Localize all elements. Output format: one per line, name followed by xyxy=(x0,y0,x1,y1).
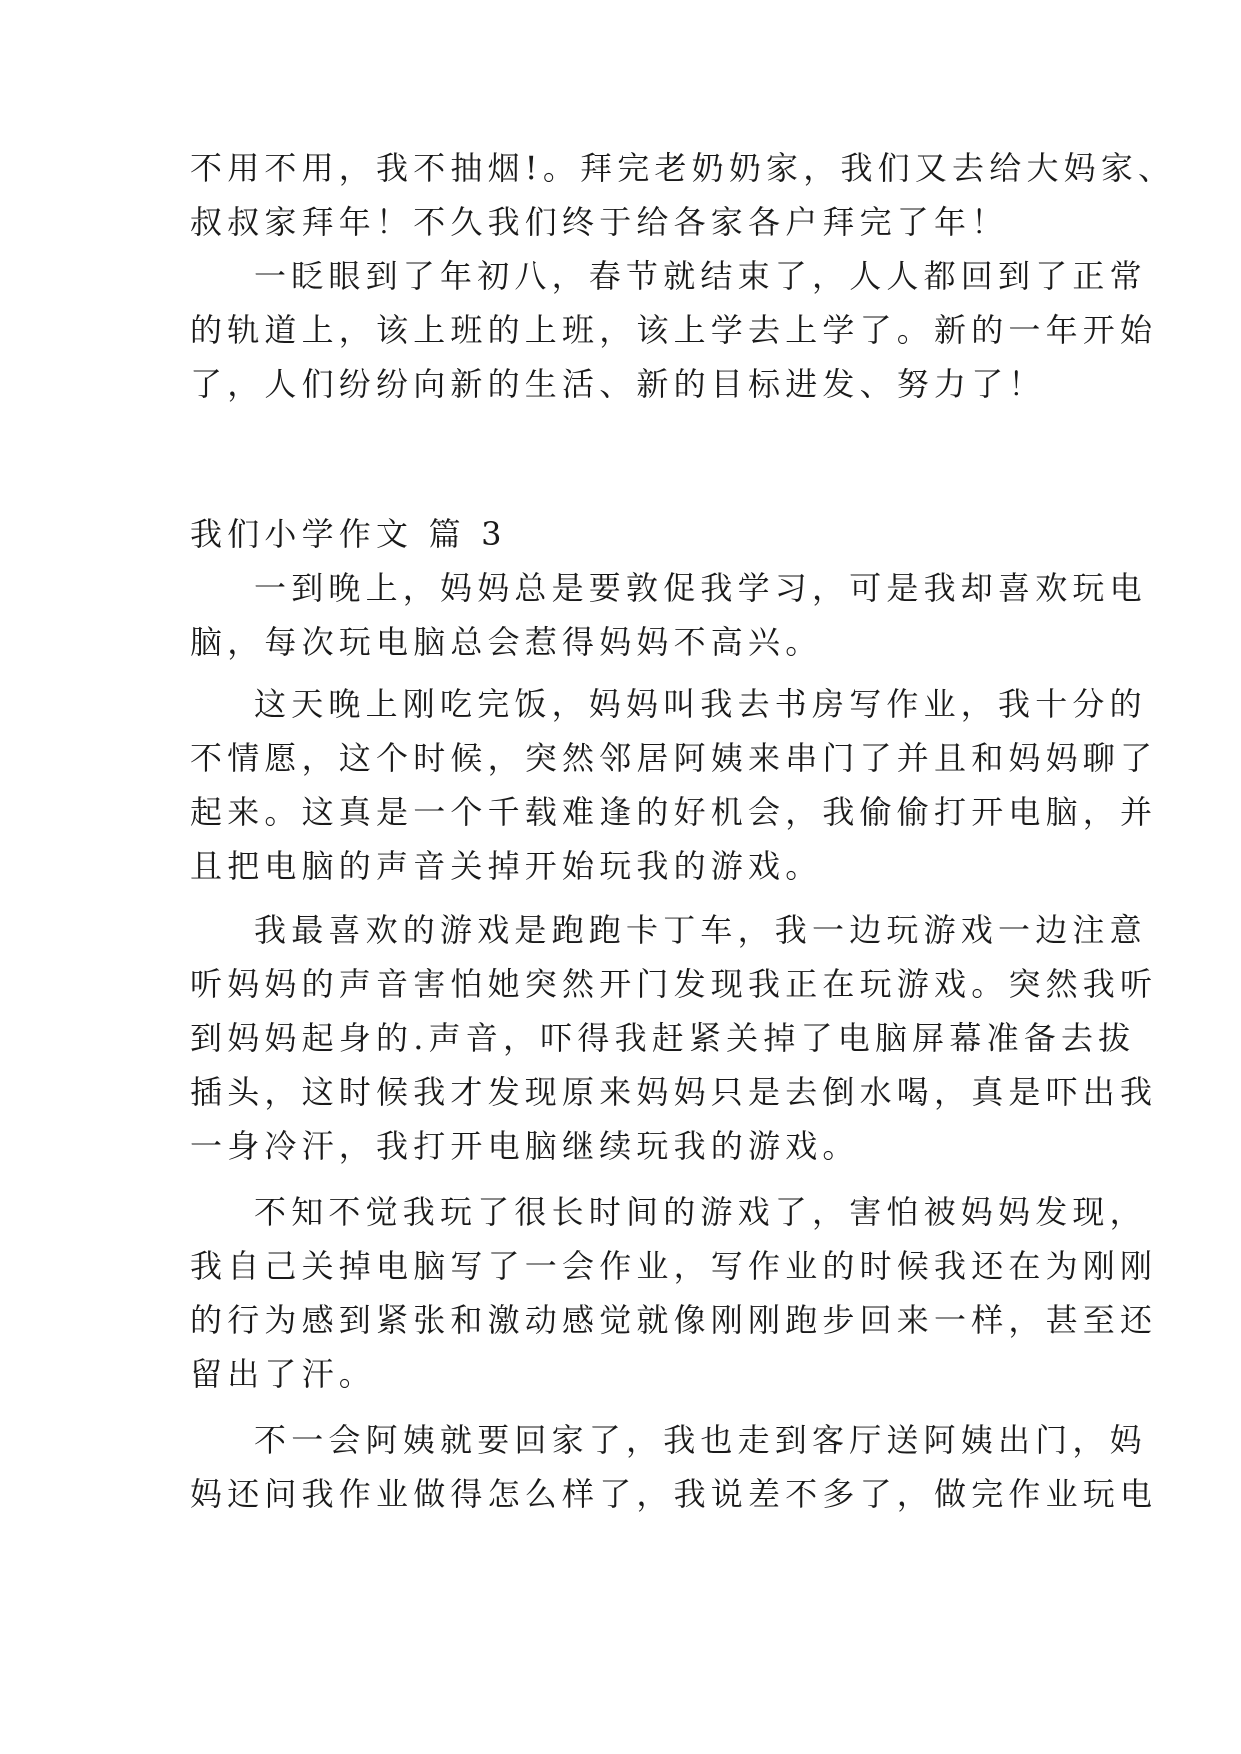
text-line: 的行为感到紧张和激动感觉就像刚刚跑步回来一样，甚至还 xyxy=(190,1301,1158,1339)
text-line: 一到晚上，妈妈总是要敦促我学习，可是我却喜欢玩电 xyxy=(254,569,1147,607)
text-line: 不情愿，这个时候，突然邻居阿姨来串门了并且和妈妈聊了 xyxy=(190,739,1158,777)
text-line: 不一会阿姨就要回家了，我也走到客厅送阿姨出门，妈 xyxy=(254,1421,1147,1459)
text-line: 妈还问我作业做得怎么样了，我说差不多了，做完作业玩电 xyxy=(190,1475,1158,1513)
text-line: 我自己关掉电脑写了一会作业，写作业的时候我还在为刚刚 xyxy=(190,1247,1158,1285)
text-line: 这天晚上刚吃完饭，妈妈叫我去书房写作业，我十分的 xyxy=(254,685,1147,723)
text-line: 且把电脑的声音关掉开始玩我的游戏。 xyxy=(190,847,823,885)
text-line: 脑，每次玩电脑总会惹得妈妈不高兴。 xyxy=(190,623,823,661)
text-line: 一身冷汗，我打开电脑继续玩我的游戏。 xyxy=(190,1127,860,1165)
text-line: 起来。这真是一个千载难逢的好机会，我偷偷打开电脑，并 xyxy=(190,793,1158,831)
text-line: 不用不用，我不抽烟!。拜完老奶奶家，我们又去给大妈家、 xyxy=(190,149,1176,187)
section-heading: 我们小学作文 篇 3 xyxy=(190,515,507,553)
text-line: 听妈妈的声音害怕她突然开门发现我正在玩游戏。突然我听 xyxy=(190,965,1158,1003)
text-line: 不知不觉我玩了很长时间的游戏了，害怕被妈妈发现， xyxy=(254,1193,1147,1231)
text-line: 的轨道上，该上班的上班，该上学去上学了。新的一年开始 xyxy=(190,311,1158,349)
text-line: 到妈妈起身的.声音，吓得我赶紧关掉了电脑屏幕准备去拔 xyxy=(190,1019,1136,1057)
text-line: 我最喜欢的游戏是跑跑卡丁车，我一边玩游戏一边注意 xyxy=(254,911,1147,949)
text-line: 叔叔家拜年！不久我们终于给各家各户拜完了年！ xyxy=(190,203,1009,241)
text-line: 了，人们纷纷向新的生活、新的目标进发、努力了！ xyxy=(190,365,1046,403)
text-line: 插头，这时候我才发现原来妈妈只是去倒水喝，真是吓出我 xyxy=(190,1073,1158,1111)
text-line: 一眨眼到了年初八，春节就结束了，人人都回到了正常 xyxy=(254,257,1147,295)
text-line: 留出了汗。 xyxy=(190,1355,377,1393)
